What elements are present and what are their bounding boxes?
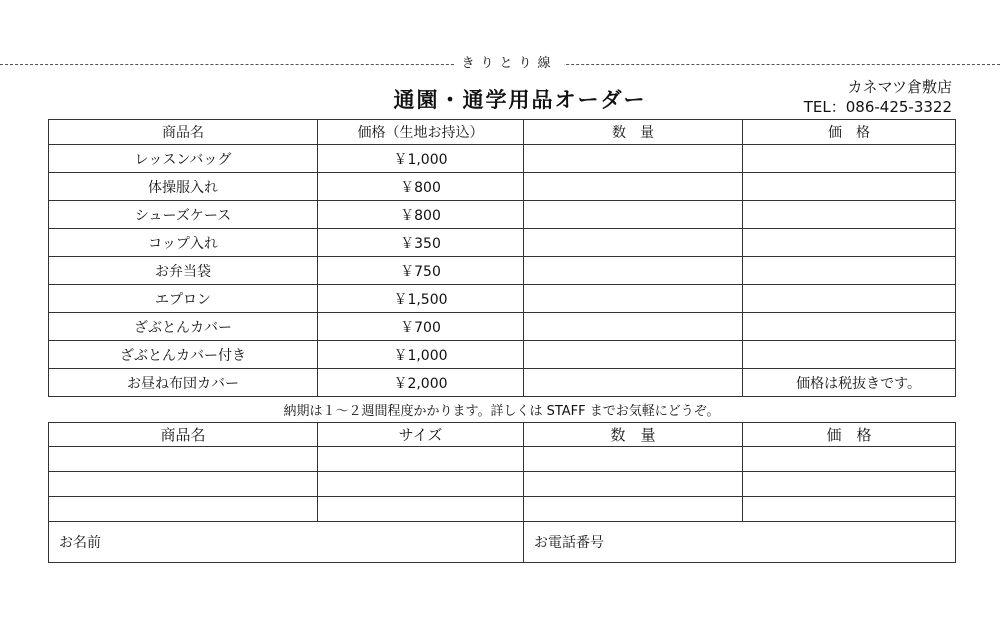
header-quantity: 数 量 (524, 120, 743, 145)
product-name: レッスンバッグ (49, 145, 318, 173)
total-cell[interactable] (743, 173, 956, 201)
customer-name-label: お名前 (59, 535, 101, 551)
product-name: エプロン (49, 285, 318, 313)
shop-tel: TEL：086-425-3322 (803, 98, 952, 116)
quantity-cell[interactable] (524, 229, 743, 257)
header-total-price: 価 格 (743, 423, 956, 447)
header-product-name: 商品名 (49, 120, 318, 145)
product-price: ￥750 (318, 257, 524, 285)
quantity-cell[interactable] (524, 285, 743, 313)
product-price: ￥800 (318, 201, 524, 229)
quantity-cell[interactable] (524, 201, 743, 229)
delivery-note: 納期は１～２週間程度かかります。詳しくは STAFF までお気軽にどうぞ。 (283, 404, 720, 419)
size-input[interactable] (318, 447, 524, 472)
product-name-input[interactable] (49, 447, 318, 472)
table-row (49, 173, 956, 201)
shop-info (804, 77, 952, 117)
order-table-header (49, 423, 956, 447)
total-cell[interactable] (743, 285, 956, 313)
quantity-input[interactable] (524, 472, 743, 497)
product-name: ざぶとんカバー付き (49, 341, 318, 369)
price-table-header (49, 120, 956, 145)
order-row (49, 472, 956, 497)
product-name: お昼ね布団カバー (49, 369, 318, 397)
header-quantity: 数 量 (524, 423, 743, 447)
product-name: ざぶとんカバー (49, 313, 318, 341)
product-name: コップ入れ (49, 229, 318, 257)
header-size: サイズ (318, 423, 524, 447)
quantity-input[interactable] (524, 447, 743, 472)
total-cell[interactable] (743, 341, 956, 369)
quantity-cell[interactable] (524, 145, 743, 173)
price-table (48, 119, 956, 397)
total-cell[interactable] (743, 201, 956, 229)
product-price: ￥350 (318, 229, 524, 257)
table-row (49, 229, 956, 257)
size-input[interactable] (318, 472, 524, 497)
tax-note: 価格は税抜きです。 (743, 369, 956, 397)
table-row (49, 201, 956, 229)
shop-name: カネマツ倉敷店 (847, 78, 952, 96)
quantity-cell[interactable] (524, 173, 743, 201)
phone-number-field[interactable] (524, 522, 956, 563)
header-total-price: 価 格 (743, 120, 956, 145)
product-price: ￥1,000 (318, 341, 524, 369)
table-row (49, 341, 956, 369)
quantity-cell[interactable] (524, 257, 743, 285)
page-title: 通園・通学用品オーダー (393, 88, 647, 112)
order-table (48, 422, 956, 563)
quantity-input[interactable] (524, 497, 743, 522)
size-input[interactable] (318, 497, 524, 522)
table-row (49, 369, 956, 397)
total-cell[interactable] (743, 313, 956, 341)
quantity-cell[interactable] (524, 341, 743, 369)
product-name: 体操服入れ (49, 173, 318, 201)
quantity-cell[interactable] (524, 369, 743, 397)
product-price: ￥1,000 (318, 145, 524, 173)
price-input[interactable] (743, 447, 956, 472)
table-row (49, 257, 956, 285)
price-input[interactable] (743, 497, 956, 522)
header-unit-price: 価格（生地お持込） (318, 120, 524, 145)
table-row (49, 313, 956, 341)
product-name-input[interactable] (49, 497, 318, 522)
total-cell[interactable] (743, 257, 956, 285)
product-price: ￥2,000 (318, 369, 524, 397)
total-cell[interactable] (743, 229, 956, 257)
price-input[interactable] (743, 472, 956, 497)
product-price: ￥800 (318, 173, 524, 201)
product-name-input[interactable] (49, 472, 318, 497)
order-row (49, 447, 956, 472)
header-product-name: 商品名 (49, 423, 318, 447)
product-price: ￥1,500 (318, 285, 524, 313)
product-name: シューズケース (49, 201, 318, 229)
customer-name-field[interactable] (49, 522, 524, 563)
total-cell[interactable] (743, 145, 956, 173)
table-row (49, 145, 956, 173)
order-row (49, 497, 956, 522)
cut-line-label: きりとり線 (454, 54, 564, 74)
product-name: お弁当袋 (49, 257, 318, 285)
quantity-cell[interactable] (524, 313, 743, 341)
table-row (49, 285, 956, 313)
phone-number-label: お電話番号 (534, 535, 604, 551)
customer-info-row (49, 522, 956, 563)
product-price: ￥700 (318, 313, 524, 341)
